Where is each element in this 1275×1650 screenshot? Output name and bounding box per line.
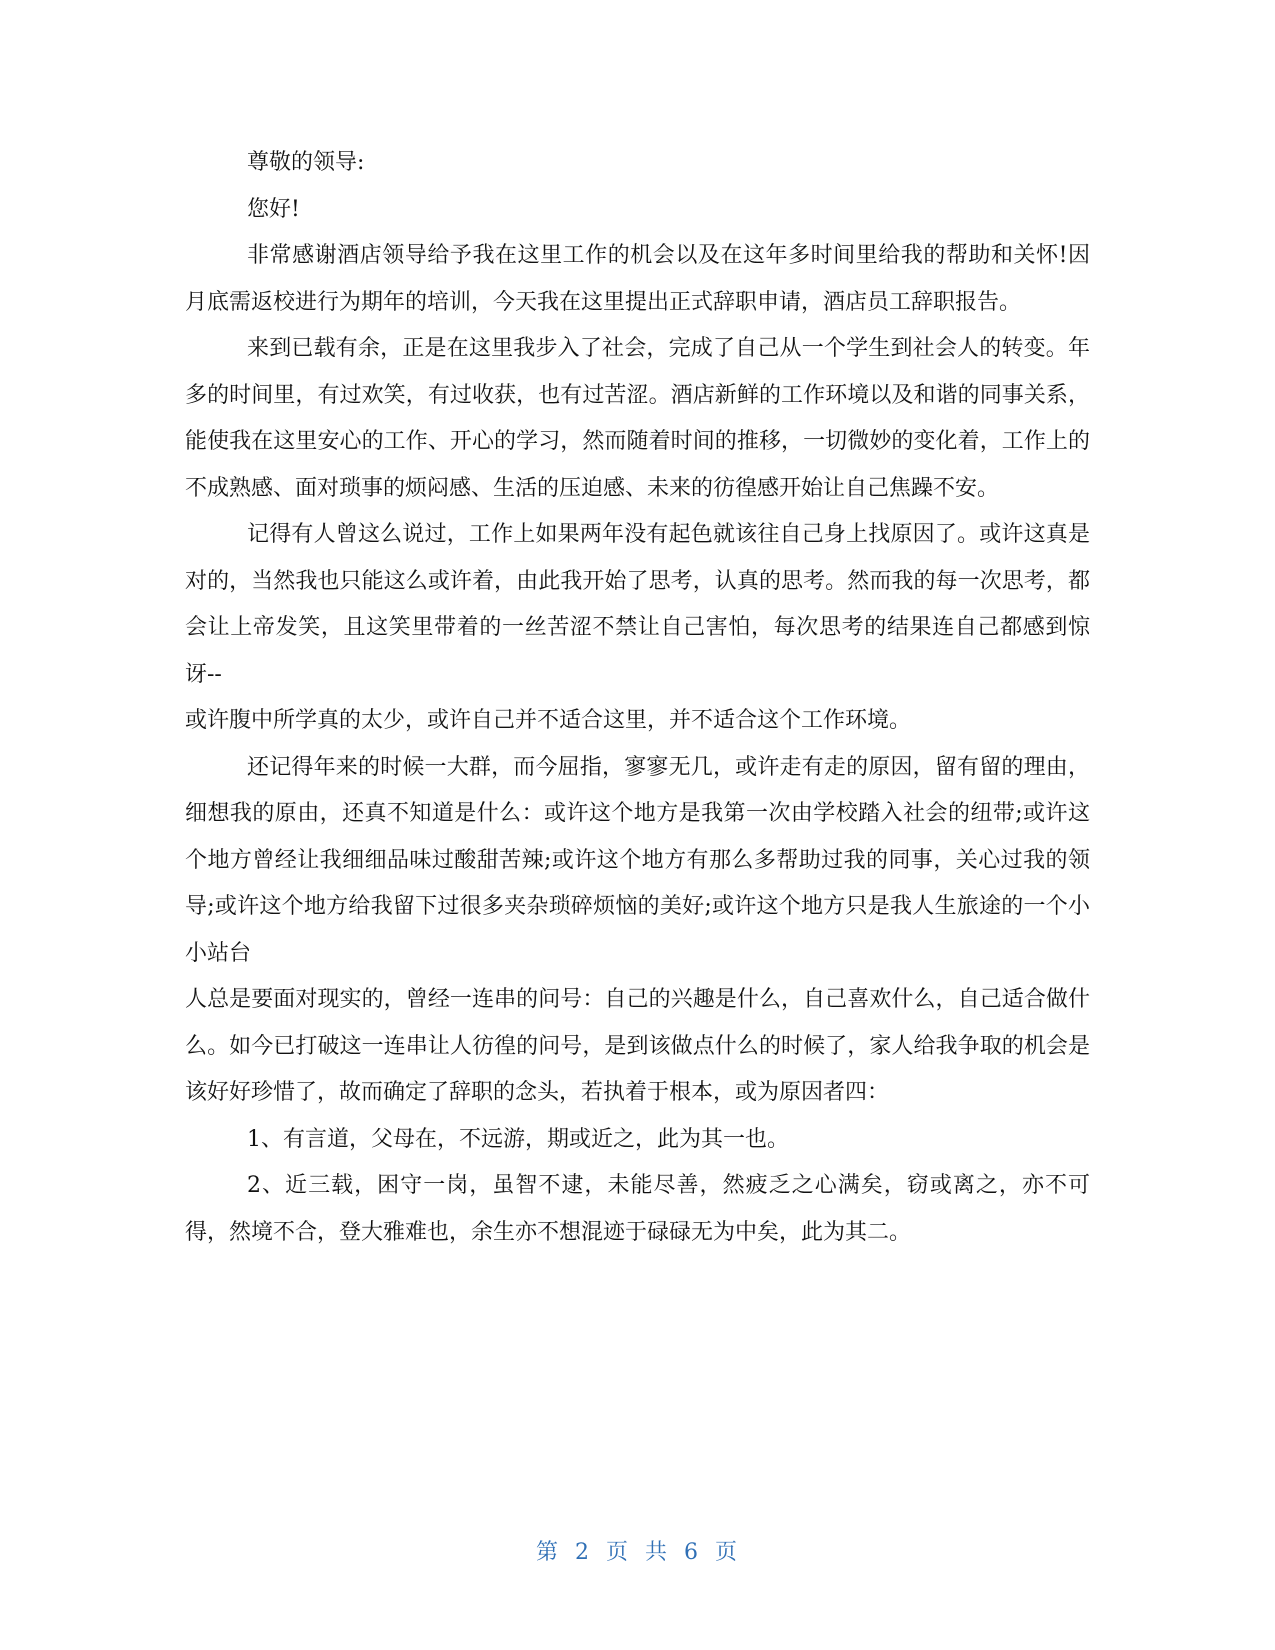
footer-total-unit: 页: [715, 1540, 740, 1565]
salutation: 尊敬的领导:: [247, 150, 365, 175]
paragraph-experience: 来到已载有余，正是在这里我步入了社会，完成了自己从一个学生到社会人的转变。年多的时间里，有过欢笑，有过收获，也有过苦涩。酒店新鲜的工作环境以及和谐的同事关系，能使我在这里安心的工作、开心的学习，然而随着时间的推移，一切微妙的变化着，工作上的不成熟感、面对琐事的烦闷感、生活的压迫感、未来的彷徨感开始让自己焦躁不安。: [185, 336, 1090, 501]
paragraph-reflection-result: 或许腹中所学真的太少，或许自己并不适合这里，并不适合这个工作环境。: [185, 708, 912, 733]
page-number-footer: [0, 1535, 1275, 1566]
paragraph-thanks: 非常感谢酒店领导给予我在这里工作的机会以及在这年多时间里给我的帮助和关怀!因月底需返校进行为期年的培训，今天我在这里提出正式辞职申请，酒店员工辞职报告。: [185, 243, 1090, 315]
paragraph-memories: 还记得年来的时候一大群，而今屈指，寥寥无几，或许走有走的原因，留有留的理由，细想我的原由，还真不知道是什么：或许这个地方是我第一次由学校踏入社会的纽带;或许这个地方曾经让我细细品味过酸甜苦辣;或许这个地方有那么多帮助过我的同事，关心过我的领导;或许这个地方给我留下过很多夹杂琐碎烦恼的美好;或许这个地方只是我人生旅途的一个小小站台: [185, 754, 1090, 966]
footer-prefix: 第: [535, 1540, 560, 1565]
paragraph-reality: 人总是要面对现实的，曾经一连串的问号：自己的兴趣是什么，自己喜欢什么，自己适合做什么。如今已打破这一连串让人彷徨的问号，是到该做点什么的时候了，家人给我争取的机会是该好好珍惜了，故而确定了辞职的念头，若执着于根本，或为原因者四：: [185, 987, 1090, 1105]
greeting: 您好!: [247, 196, 300, 222]
footer-current-page: 2: [574, 1540, 591, 1565]
letter-body: [185, 140, 1090, 1256]
footer-total-pages: 6: [684, 1540, 701, 1565]
reason-item-1: 1、有言道，父母在，不远游，期或近之，此为其一也。: [247, 1126, 789, 1152]
reason-item-2: 2、近三载，困守一岗，虽智不逮，未能尽善，然疲乏之心满矣，窃或离之，亦不可得，然境不合，登大雅难也，余生亦不想混迹于碌碌无为中矣，此为其二。: [185, 1173, 1090, 1245]
footer-page-unit: 页: [605, 1540, 630, 1565]
paragraph-reflection: 记得有人曾这么说过，工作上如果两年没有起色就该往自己身上找原因了。或许这真是对的，当然我也只能这么或许着，由此我开始了思考，认真的思考。然而我的每一次思考，都会让上帝发笑，且这笑里带着的一丝苦涩不禁让自己害怕，每次思考的结果连自己都感到惊讶--: [185, 522, 1090, 687]
footer-total-prefix: 共: [645, 1540, 670, 1565]
